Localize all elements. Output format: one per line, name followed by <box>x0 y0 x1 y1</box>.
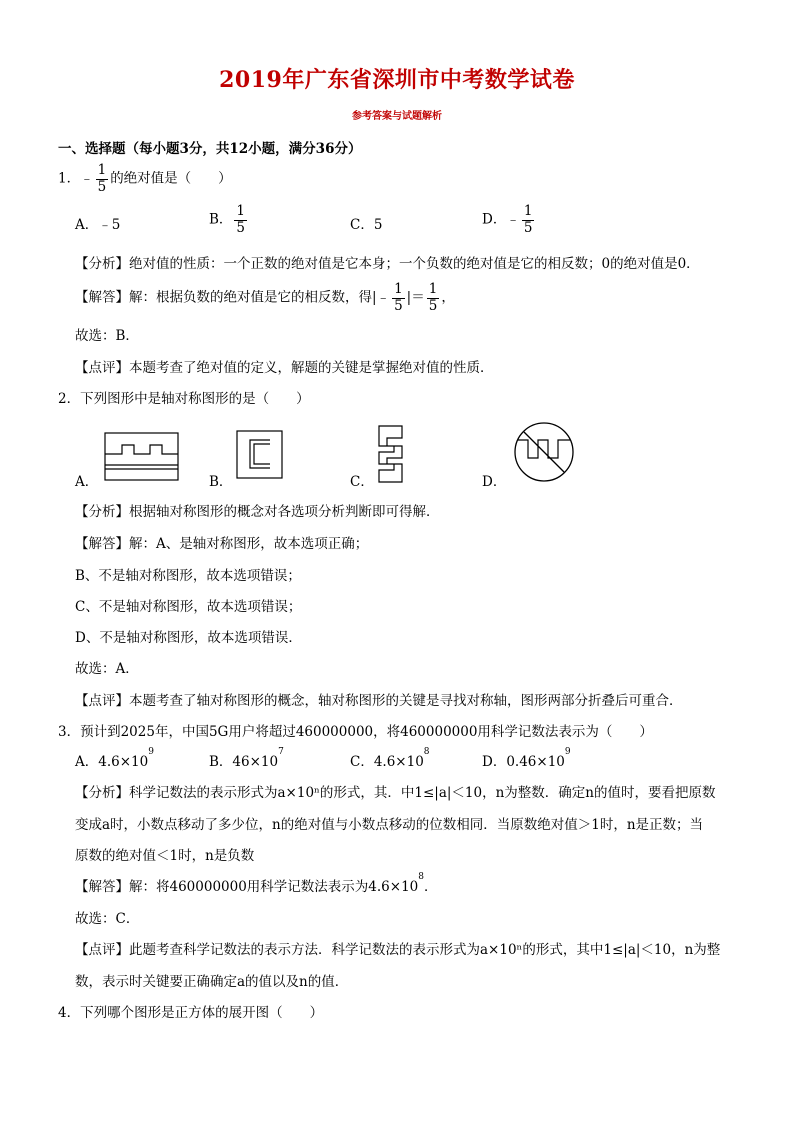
analysis <box>75 500 440 520</box>
fraction <box>522 205 535 235</box>
option-a <box>75 747 154 770</box>
question-text: 的绝对值是（ ） <box>110 170 232 187</box>
analysis-tag: 【分析】 <box>75 256 129 272</box>
answer-choice: 故选：B． <box>75 328 139 344</box>
solution-text: 解：A、是轴对称图形，故本选项正确； <box>129 536 369 552</box>
option-d <box>482 747 571 770</box>
solution-line: C、不是轴对称图形，故本选项错误； <box>75 599 302 615</box>
fraction-denominator: 5 <box>394 297 403 314</box>
option-c: C． <box>350 474 374 490</box>
option-c <box>350 747 430 770</box>
analysis-text: 科学记数法的表示形式为a×10ⁿ的形式，其．中1≤|a|＜10，n为整数．确定n的值时，要看把原数 <box>129 785 716 801</box>
analysis <box>75 252 700 272</box>
analysis <box>75 781 716 801</box>
solution-line: B、不是轴对称图形，故本选项错误； <box>75 568 301 584</box>
fraction <box>96 164 109 194</box>
fraction-denominator: 5 <box>523 219 533 236</box>
comment <box>75 689 683 709</box>
option-d: D． <box>482 474 507 490</box>
solution <box>75 283 455 313</box>
figure-c <box>374 424 408 486</box>
analysis-line: 变成a时，小数点移动了多少位，n的绝对值与小数点移动的位数相同．当原数绝对值＞1时，n是正数；当 <box>75 817 704 833</box>
solution-text: 解：将460000000用科学记数法表示为4.6×10 <box>129 879 419 895</box>
analysis-tag: 【分析】 <box>75 504 129 520</box>
option-d <box>482 205 536 235</box>
answer-choice: 故选：A． <box>75 661 139 677</box>
fraction-numerator: 1 <box>97 162 107 178</box>
comment-tag: 【点评】 <box>75 360 129 376</box>
comment-line: 数，表示时关键要正确确定a的值以及n的值． <box>75 974 349 990</box>
fraction <box>234 205 247 235</box>
fraction <box>427 283 440 313</box>
option-b <box>209 747 284 770</box>
comment-tag: 【点评】 <box>75 693 129 709</box>
solution-text: ． <box>424 879 438 895</box>
figure-d <box>512 420 576 484</box>
solution-line: D、不是轴对称图形，故本选项错误． <box>75 630 302 646</box>
option-text: D．0.46×10 <box>482 754 565 770</box>
answer-choice: 故选：C． <box>75 911 140 927</box>
exponent: 9 <box>564 747 571 757</box>
option-a: A．﹣5 <box>75 217 121 233</box>
solution <box>75 872 438 895</box>
fraction <box>392 283 405 313</box>
option-label: B． <box>209 211 233 228</box>
fraction-numerator: 1 <box>394 281 403 297</box>
solution-text: ， <box>441 289 455 306</box>
fraction-denominator: 5 <box>97 178 107 195</box>
fraction-numerator: 1 <box>428 281 438 297</box>
analysis-text: 根据轴对称图形的概念对各选项分析判断即可得解． <box>129 504 440 520</box>
comment-text: 本题考查了绝对值的定义，解题的关键是掌握绝对值的性质． <box>129 360 494 376</box>
fraction-numerator: 1 <box>523 203 533 219</box>
option-label: D．﹣ <box>482 211 520 228</box>
analysis-line: 原数的绝对值＜1时，n是负数 <box>75 848 255 864</box>
comment-tag: 【点评】 <box>75 942 129 958</box>
solution-text: |＝ <box>406 289 425 306</box>
comment <box>75 938 720 958</box>
page-subtitle: 参考答案与试题解析 <box>352 111 442 122</box>
option-a: A． <box>75 474 99 490</box>
exponent: 8 <box>418 872 424 882</box>
exponent: 8 <box>423 747 430 757</box>
fraction-denominator: 5 <box>236 219 246 236</box>
comment-text: 此题考查科学记数法的表示方法．科学记数法的表示形式为a×10ⁿ的形式，其中1≤|a|＜10，n为整 <box>129 942 721 958</box>
option-text: B．46×10 <box>209 754 279 770</box>
question-3-stem: 3．预计到2025年，中国5G用户将超过460000000，将460000000用科学记数法表示为（ ） <box>58 724 653 740</box>
option-text: A．4.6×10 <box>75 754 149 770</box>
question-2-stem: 2．下列图形中是轴对称图形的是（ ） <box>58 391 310 407</box>
option-c: C．5 <box>350 217 383 233</box>
analysis-tag: 【分析】 <box>75 785 129 801</box>
comment-text: 本题考查了轴对称图形的概念，轴对称图形的关键是寻找对称轴，图形两部分折叠后可重合． <box>129 693 683 709</box>
analysis-text: 绝对值的性质：一个正数的绝对值是它本身；一个负数的绝对值是它的相反数；0的绝对值是0． <box>129 256 700 272</box>
figure-a <box>104 432 180 482</box>
option-text: C．4.6×10 <box>350 754 424 770</box>
question-4-stem: 4．下列哪个图形是正方体的展开图（ ） <box>58 1005 324 1021</box>
minus-sign: ﹣ <box>80 170 94 187</box>
solution <box>75 532 368 552</box>
solution-tag: 【解答】 <box>75 289 129 306</box>
exponent: 9 <box>148 747 154 757</box>
comment <box>75 356 494 376</box>
fraction-denominator: 5 <box>428 297 438 314</box>
page-title: 2019年广东省深圳市中考数学试卷 <box>219 67 575 93</box>
exponent: 7 <box>278 747 284 757</box>
fraction-numerator: 1 <box>236 203 246 219</box>
question-1-stem <box>58 164 232 194</box>
option-b: B． <box>209 474 233 490</box>
figure-b <box>236 430 284 480</box>
section-heading: 一、选择题（每小题3分，共12小题，满分36分） <box>58 141 362 157</box>
solution-tag: 【解答】 <box>75 879 129 895</box>
solution-text: 解：根据负数的绝对值是它的相反数，得|﹣ <box>129 289 391 306</box>
option-b <box>209 205 249 235</box>
question-number: 1． <box>58 170 81 187</box>
solution-tag: 【解答】 <box>75 536 129 552</box>
